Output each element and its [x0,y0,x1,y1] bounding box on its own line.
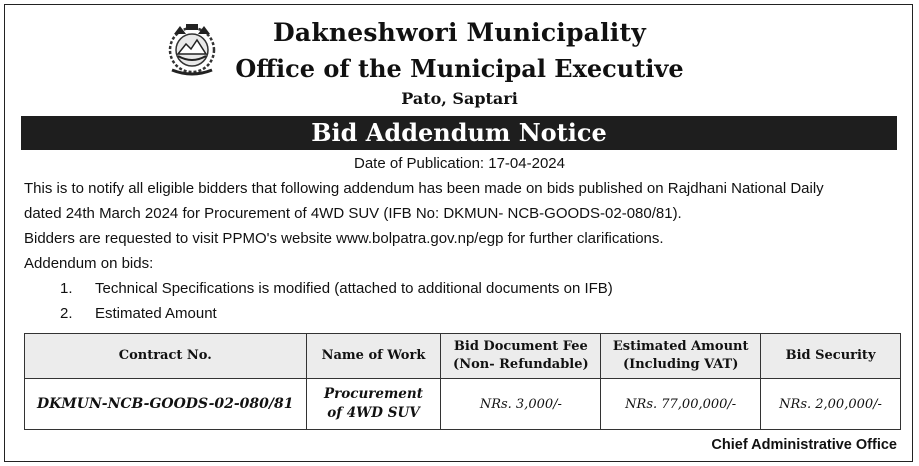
cell-bid-document-fee: NRs. 3,000/- [441,379,601,430]
list-item-number: 2. [60,305,73,322]
table-row [25,379,901,430]
office-location: Pato, Saptari [401,89,518,108]
work-line-2: of 4WD SUV [327,405,420,421]
list-item-text: Technical Specifications is modified (attached to additional documents on IFB) [95,280,613,297]
bid-details-table [24,333,901,430]
header-bid-document-fee [441,334,601,379]
work-line-1: Procurement [324,386,423,402]
publication-date: Date of Publication: 17-04-2024 [354,155,565,172]
title-banner [21,116,897,150]
cell-contract-no: DKMUN-NCB-GOODS-02-080/81 [25,379,307,430]
header-name-of-work: Name of Work [306,334,441,379]
list-item-text: Estimated Amount [95,305,217,322]
header-bid-security: Bid Security [761,334,901,379]
addendum-heading: Addendum on bids: [24,255,154,272]
table-header-row [25,334,901,379]
notice-paragraph-line-1: This is to notify all eligible bidders that following addendum has been made on bids published on Rajdhani National Daily [24,180,824,197]
cell-estimated-amount: NRs. 77,00,000/- [601,379,761,430]
header-amount-line-2: (Including VAT) [623,357,739,372]
cell-bid-security: NRs. 2,00,000/- [761,379,901,430]
municipality-name: Dakneshwori Municipality [273,18,646,47]
header-fee-line-1: Bid Document Fee [453,339,588,354]
header-amount-line-1: Estimated Amount [612,339,749,354]
bidders-request-line: Bidders are requested to visit PPMO's website www.bolpatra.gov.np/egp for further clarifications. [24,230,664,247]
header-fee-line-2: (Non- Refundable) [453,357,589,372]
cell-name-of-work [306,379,441,430]
notice-title: Bid Addendum Notice [311,118,607,147]
signatory: Chief Administrative Office [711,437,897,453]
header-estimated-amount [601,334,761,379]
office-name: Office of the Municipal Executive [235,54,684,83]
notice-paragraph-line-2: dated 24th March 2024 for Procurement of 4WD SUV (IFB No: DKMUN- NCB-GOODS-02-080/81). [24,205,682,222]
header-contract-no: Contract No. [25,334,307,379]
list-item-number: 1. [60,280,73,297]
